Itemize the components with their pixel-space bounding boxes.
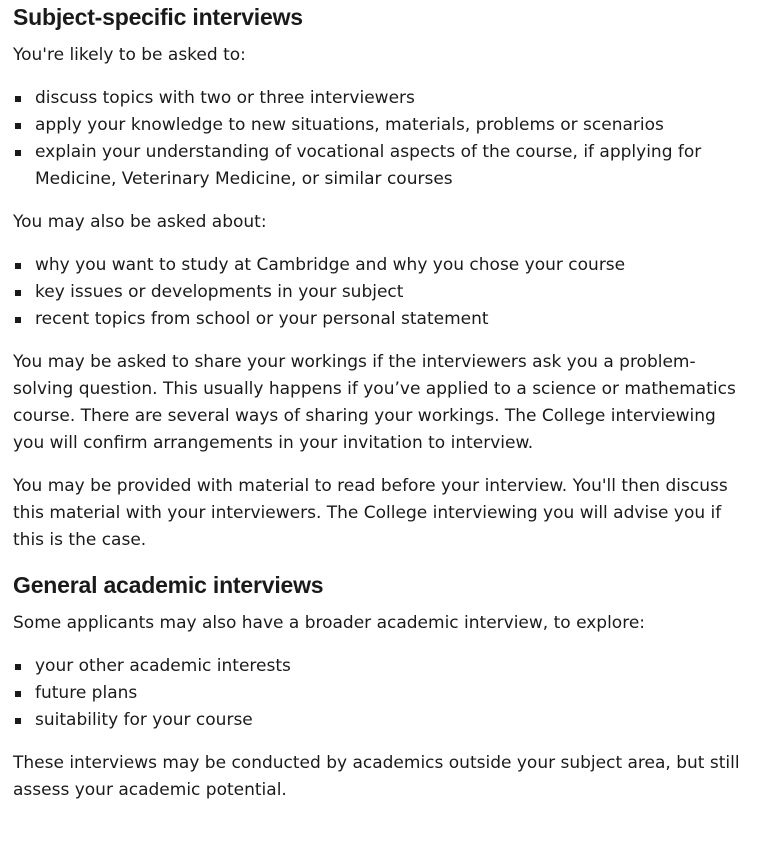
list-item: explain your understanding of vocational aspects of the course, if applying for Medicine, Veterinary Medicine, or similar courses bbox=[13, 139, 752, 193]
intro-asked-about: You may also be asked about: bbox=[13, 212, 267, 232]
heading-general-academic-interviews: General academic interviews bbox=[13, 572, 324, 598]
content bbox=[0, 2, 760, 804]
list-item: future plans bbox=[13, 680, 752, 707]
intro-asked-to: You're likely to be asked to: bbox=[13, 45, 246, 65]
list-item: apply your knowledge to new situations, materials, problems or scenarios bbox=[13, 112, 752, 139]
list-item: suitability for your course bbox=[13, 707, 752, 734]
asked-about-list bbox=[13, 252, 752, 333]
explore-list bbox=[13, 653, 752, 734]
paragraph-workings: You may be asked to share your workings if the interviewers ask you a problem-solving question. This usually happens if you’ve applied to a science or mathematics course. There are several ways of sharing your workings. The College interviewing you will confirm arrangements in your invitation to interview. bbox=[13, 352, 736, 453]
list-item: your other academic interests bbox=[13, 653, 752, 680]
intro-broader-interview: Some applicants may also have a broader academic interview, to explore: bbox=[13, 613, 646, 633]
list-item: why you want to study at Cambridge and why you chose your course bbox=[13, 252, 752, 279]
asked-to-list bbox=[13, 85, 752, 193]
list-item: recent topics from school or your personal statement bbox=[13, 306, 752, 333]
list-item: discuss topics with two or three interviewers bbox=[13, 85, 752, 112]
heading-subject-specific-interviews: Subject-specific interviews bbox=[13, 4, 303, 30]
paragraph-closing: These interviews may be conducted by academics outside your subject area, but still assess your academic potential. bbox=[13, 753, 740, 800]
paragraph-material: You may be provided with material to read before your interview. You'll then discuss this material with your interviewers. The College interviewing you will advise you if this is the case. bbox=[13, 476, 728, 550]
list-item: key issues or developments in your subject bbox=[13, 279, 752, 306]
